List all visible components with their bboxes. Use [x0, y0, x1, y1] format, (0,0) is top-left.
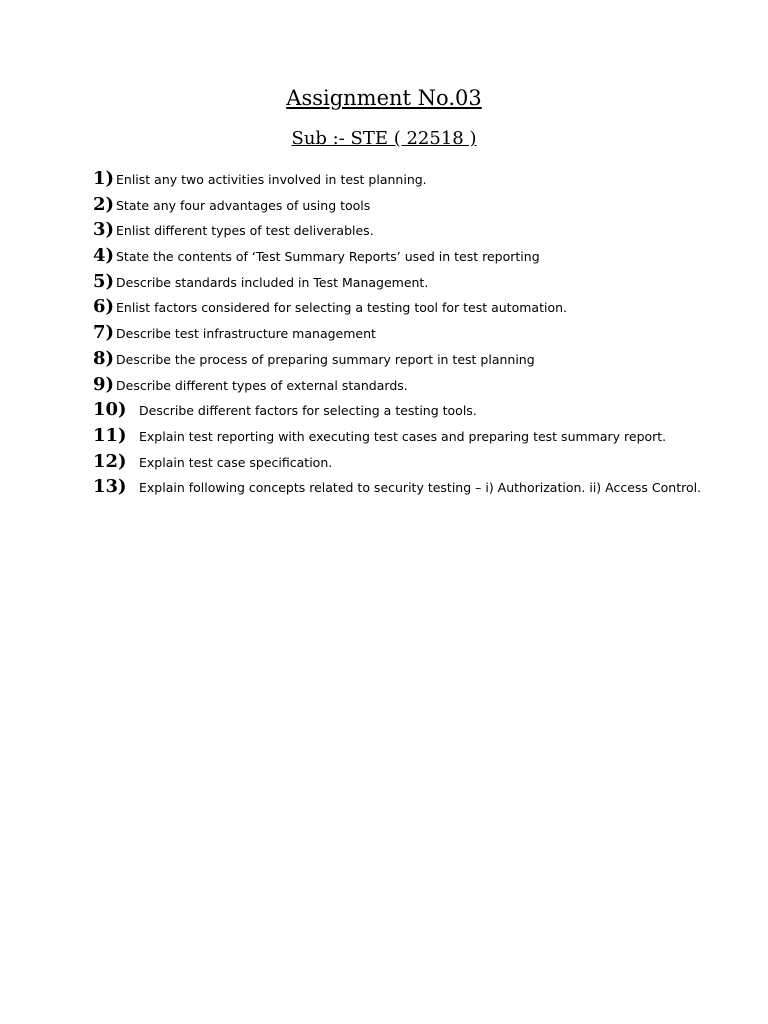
list-item — [93, 270, 733, 296]
page-title: Assignment No.03 — [286, 86, 482, 110]
list-item — [93, 295, 733, 321]
question-text: Explain following concepts related to security testing – i) Authorization. ii) Access Control. — [139, 480, 702, 496]
question-number: 9) — [93, 373, 115, 395]
question-text: Enlist different types of test deliverables. — [116, 223, 374, 239]
question-text: Describe different types of external standards. — [116, 377, 408, 393]
subject-heading: Sub :- STE ( 22518 ) — [291, 128, 477, 149]
question-text: Describe different factors for selecting a testing tools. — [139, 403, 477, 419]
list-item — [93, 347, 733, 373]
question-text: Describe standards included in Test Management. — [116, 274, 429, 290]
list-item — [93, 321, 733, 347]
question-text: Enlist factors considered for selecting a testing tool for test automation. — [116, 300, 567, 316]
question-text: Describe the process of preparing summary report in test planning — [116, 351, 535, 367]
question-number: 5) — [93, 270, 115, 292]
question-number: 12) — [93, 450, 127, 472]
question-text: State any four advantages of using tools — [116, 197, 371, 213]
question-list — [93, 167, 733, 501]
question-number: 7) — [93, 322, 115, 344]
list-item — [93, 450, 733, 476]
question-text: Enlist any two activities involved in test planning. — [116, 172, 427, 187]
list-item — [93, 373, 733, 399]
list-item — [93, 167, 733, 193]
list-item — [93, 218, 733, 244]
question-number: 13) — [93, 476, 127, 498]
list-item — [93, 244, 733, 270]
question-number: 3) — [93, 219, 115, 241]
question-text: Explain test reporting with executing test cases and preparing test summary report. — [139, 428, 667, 444]
list-item — [93, 193, 733, 219]
question-text: Explain test case specification. — [139, 454, 333, 470]
question-number: 11) — [93, 424, 127, 446]
list-item — [93, 475, 733, 501]
list-item — [93, 424, 733, 450]
question-number: 10) — [93, 399, 127, 421]
question-number: 8) — [93, 347, 115, 369]
question-text: State the contents of ‘Test Summary Reports’ used in test reporting — [116, 249, 540, 265]
question-number: 1) — [93, 168, 115, 189]
list-item — [93, 398, 733, 424]
question-number: 6) — [93, 296, 115, 318]
question-number: 2) — [93, 193, 115, 215]
question-text: Describe test infrastructure management — [116, 326, 376, 342]
question-number: 4) — [93, 245, 115, 267]
